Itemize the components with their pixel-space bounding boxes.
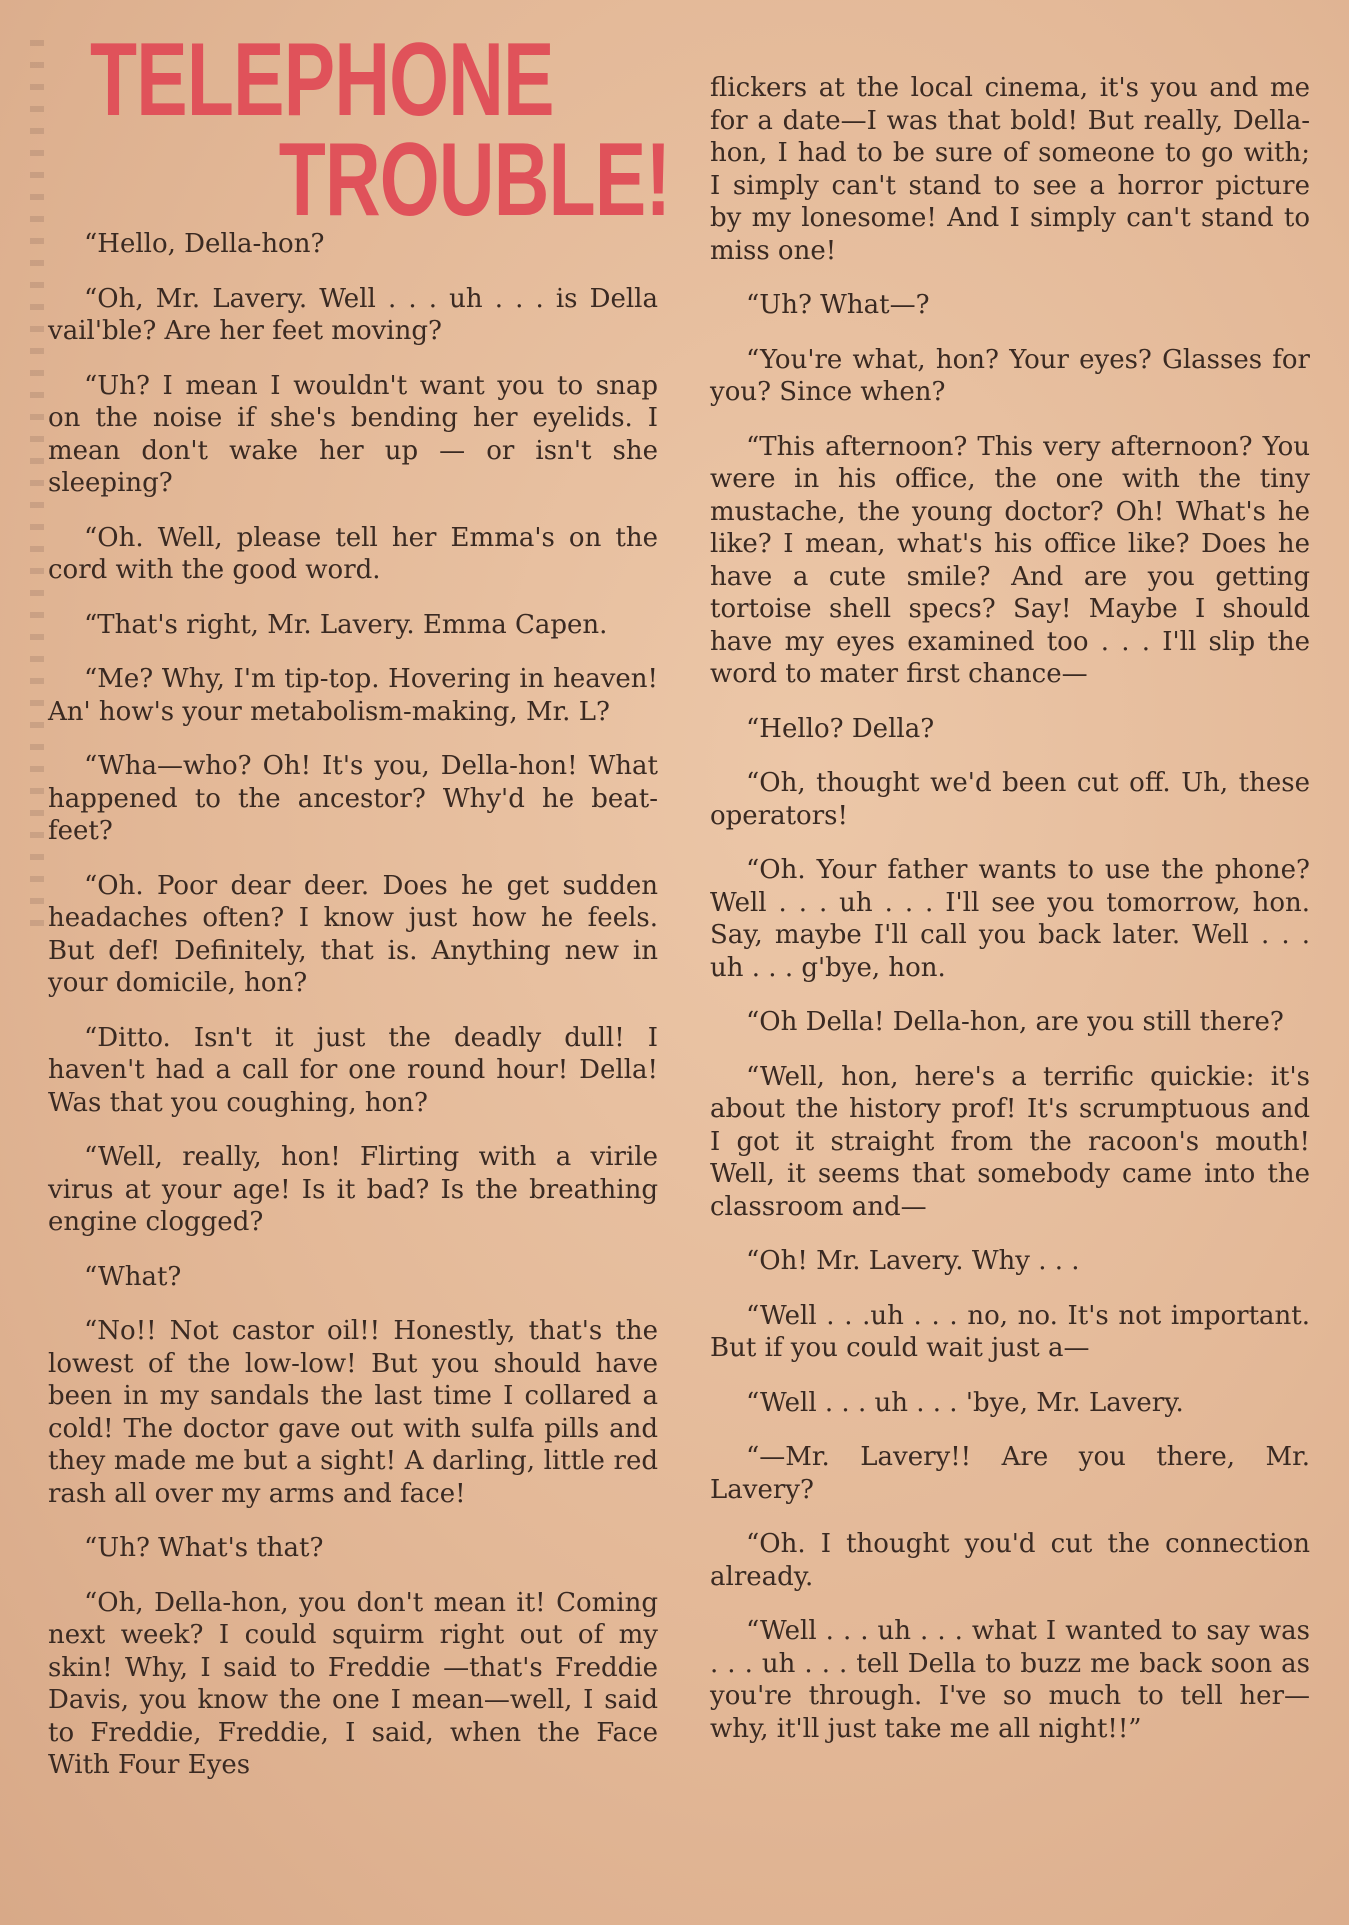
paragraph: “Oh, Mr. Lavery. Well . . . uh . . . is Della vail'ble? Are her feet moving?: [48, 283, 658, 346]
paragraph: “Oh. Poor dear deer. Does he get sudden headaches often? I know just how he feels. But def! Definitely, that is. Anything new in your domicile, hon?: [48, 870, 658, 998]
title-line-1: TELEPHONE: [90, 22, 554, 138]
paragraph: “Oh. Your father wants to use the phone? Well . . . uh . . . I'll see you tomorrow, hon. Say, maybe I'll call you back later. Well . . . uh . . . g'bye, hon.: [710, 855, 1310, 983]
paragraph: “Hello, Della-hon?: [84, 229, 325, 259]
paragraph: “Well . . .uh . . . no, no. It's not important. But if you could wait just a—: [710, 1300, 1310, 1363]
right-column: [710, 72, 1310, 1767]
paragraph: “Uh? I mean I wouldn't want you to snap on the noise if she's bending her eyelids. I mean don't wake her up — or isn't she sleeping?: [48, 370, 658, 498]
paragraph: “No!! Not castor oil!! Honestly, that's the lowest of the low-low! But you should have been in my sandals the last time I collared a cold! The doctor gave out with sulfa pills and they made me but a sight! A darling, little red rash all over my arms and face!: [48, 1316, 658, 1509]
paragraph: “Oh. I thought you'd cut the connection already.: [710, 1529, 1310, 1592]
paragraph: “Oh Della! Della-hon, are you still there?: [746, 1007, 1284, 1037]
paragraph: “Me? Why, I'm tip-top. Hovering in heaven! An' how's your metabolism-making, Mr. L?: [48, 664, 658, 727]
paragraph: “Oh, thought we'd been cut off. Uh, these operators!: [710, 768, 1310, 831]
paragraph: “Ditto. Isn't it just the deadly dull! I haven't had a call for one round hour! Della! Was that you coughing, hon?: [48, 1022, 658, 1118]
paragraph: “This afternoon? This very afternoon? You were in his office, the one with the tiny mustache, the young doctor? Oh! What's he like? I mean, what's his office like? Does he have a cute smile? And are you getting tortoise shell specs? Say! Maybe I should have my eyes examined too . . . I'll slip the word to mater first chance—: [710, 431, 1310, 689]
paragraph: “Uh? What—?: [746, 290, 930, 320]
paragraph: “—Mr. Lavery!! Are you there, Mr. Lavery?: [710, 1442, 1310, 1505]
paragraph: “Well . . . uh . . . what I wanted to say was . . . uh . . . tell Della to buzz me back soon as you're through. I've so much to tell her—why, it'll just take me all night!!”: [710, 1616, 1310, 1744]
paragraph: “You're what, hon? Your eyes? Glasses for you? Since when?: [710, 344, 1310, 407]
paragraph: “Hello? Della?: [746, 713, 935, 744]
paragraph: “Well, really, hon! Flirting with a virile virus at your age! Is it bad? Is the breathing engine clogged?: [48, 1142, 658, 1237]
paragraph: “Uh? What's that?: [84, 1533, 324, 1563]
paragraph: “Oh! Mr. Lavery. Why . . .: [746, 1246, 1080, 1276]
paragraph-continuation: flickers at the local cinema, it's you and me for a date—I was that bold! But really, Della-hon, I had to be sure of someone to go with; I simply can't stand to see a horror picture by my lonesome! And I simply can't stand to miss one!: [710, 73, 1310, 266]
story-title: [90, 22, 671, 238]
title-line-2: TROUBLE!: [278, 122, 671, 238]
left-column: [48, 228, 658, 1804]
paragraph: “That's right, Mr. Lavery. Emma Capen.: [84, 609, 608, 640]
paragraph: “Oh. Well, please tell her Emma's on the cord with the good word.: [48, 522, 658, 585]
binding-edge: [30, 40, 44, 940]
paragraph: “Well . . . uh . . . 'bye, Mr. Lavery.: [746, 1387, 1184, 1418]
paragraph: “What?: [84, 1261, 182, 1292]
paragraph: “Well, hon, here's a terrific quickie: it's about the history prof! It's scrumptuous and I got it straight from the racoon's mouth! Well, it seems that somebody came into the classroom and—: [710, 1061, 1310, 1222]
paragraph: “Wha—who? Oh! It's you, Della-hon! What happened to the ancestor? Why'd he beat-feet?: [48, 751, 658, 846]
paragraph: “Oh, Della-hon, you don't mean it! Coming next week? I could squirm right out of my skin! Why, I said to Freddie —that's Freddie Davis, you know the one I mean—well, I said to Freddie, Freddie, I said, when the Face With Four Eyes: [48, 1587, 658, 1780]
